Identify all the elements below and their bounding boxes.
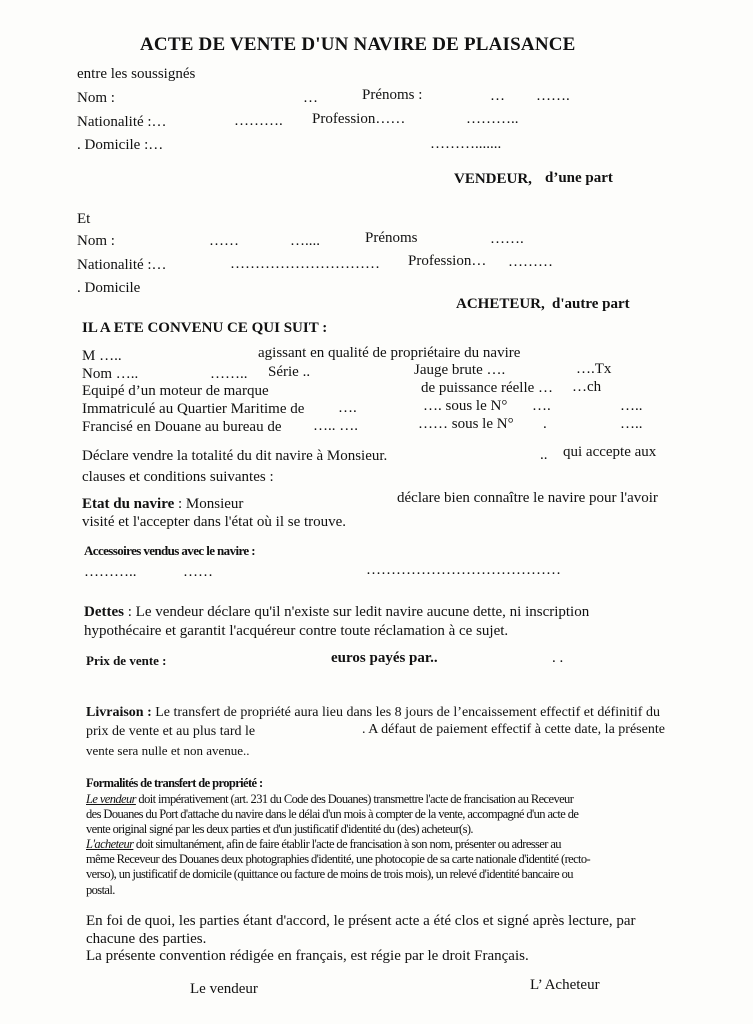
buyer-prenoms-dots: ……. bbox=[490, 231, 524, 247]
formalites-acheteur-text-1: doit simultanément, afin de faire établir l'acte de francisation à son nom, présenter ou adresser au bbox=[135, 837, 561, 851]
buyer-intro: Et bbox=[77, 211, 91, 227]
agreement-vente-accepte: qui accepte aux bbox=[563, 444, 657, 460]
agreement-francise-dots-1: ….. …. bbox=[313, 418, 358, 434]
seller-domicile-label: . Domicile :… bbox=[77, 137, 164, 153]
accessoires-label: Accessoires vendus avec le navire : bbox=[84, 543, 255, 558]
formalites-vendeur-text-2: des Douanes du Port d'attache du navire dans le délai d'un mois à compter de la vente, accompagné d'un acte de bbox=[86, 807, 579, 821]
buyer-profession-dots: ……… bbox=[508, 254, 553, 270]
seller-prenoms-label: Prénoms : bbox=[362, 87, 423, 103]
accessoires-dots-3: ………………………………… bbox=[366, 562, 561, 578]
etat-text-1: : Monsieur bbox=[177, 496, 244, 512]
buyer-nationalite-dots: ………………………… bbox=[230, 256, 380, 272]
buyer-prenoms-label: Prénoms bbox=[365, 230, 418, 246]
buyer-nom-label: Nom : bbox=[77, 233, 115, 249]
agreement-francise-dots-3: ….. bbox=[620, 416, 643, 432]
seller-prenoms-dots-1: … bbox=[490, 88, 505, 104]
closing-text-2: chacune des parties. bbox=[86, 931, 207, 947]
buyer-nationalite-label: Nationalité :… bbox=[77, 257, 167, 273]
dettes-label: Dettes bbox=[84, 604, 124, 620]
buyer-nom-dots-1: …… bbox=[209, 233, 239, 249]
agreement-immat-dots-1: …. bbox=[338, 400, 357, 416]
seller-domicile-dots: ………....... bbox=[430, 136, 502, 152]
prix-dots: . . bbox=[552, 650, 564, 666]
buyer-role: ACHETEUR, bbox=[456, 296, 545, 312]
formalites-vendeur-label: Le vendeur bbox=[86, 792, 136, 806]
agreement-nom-label: Nom ….. bbox=[82, 366, 139, 382]
agreement-immat-sous: …. sous le N° bbox=[423, 398, 508, 414]
formalites-vendeur-line-1 bbox=[86, 792, 573, 807]
closing-text-1: En foi de quoi, les parties étant d'accord, le présent acte a été clos et signé après lecture, par bbox=[86, 913, 636, 929]
prix-label: Prix de vente : bbox=[86, 653, 167, 668]
agreement-jauge-unit: ….Tx bbox=[576, 361, 612, 377]
agreement-m-label: M ….. bbox=[82, 348, 122, 364]
agreement-serie-label: Série .. bbox=[268, 364, 311, 380]
dettes-text-1: : Le vendeur déclare qu'il n'existe sur ledit navire aucune dette, ni inscription bbox=[127, 604, 590, 620]
agreement-francise-sous: …… sous le N° bbox=[418, 416, 514, 432]
agreement-vente-dots: .. bbox=[540, 447, 548, 463]
agreement-immat-dots-2: …. bbox=[532, 398, 551, 414]
agreement-moteur-label: Equipé d’un moteur de marque bbox=[82, 383, 269, 399]
livraison-text-4: vente sera nulle et non avenue.. bbox=[86, 743, 250, 758]
signature-vendeur-label: Le vendeur bbox=[190, 981, 258, 997]
prix-text bbox=[331, 650, 438, 667]
agreement-immat-dots-3: ….. bbox=[620, 398, 643, 414]
buyer-role-suffix: d'autre part bbox=[552, 296, 630, 312]
seller-nom-dots: … bbox=[303, 90, 318, 106]
buyer-domicile-label: . Domicile bbox=[77, 280, 141, 296]
buyer-profession-label: Profession… bbox=[408, 253, 487, 269]
seller-nom-label: Nom : bbox=[77, 90, 115, 106]
formalites-heading: Formalités de transfert de propriété : bbox=[86, 776, 263, 790]
dettes-text-2: hypothécaire et garantit l'acquéreur contre toute réclamation à ce sujet. bbox=[84, 623, 509, 639]
agreement-m-text: agissant en qualité de propriétaire du navire bbox=[258, 345, 521, 361]
agreement-vente-text: Déclare vendre la totalité du dit navire à Monsieur. bbox=[82, 448, 388, 464]
formalites-acheteur-label: L'acheteur bbox=[86, 837, 134, 851]
agreement-heading: IL A ETE CONVENU CE QUI SUIT : bbox=[82, 320, 328, 336]
dettes-line-1 bbox=[84, 604, 589, 621]
formalites-vendeur-text-1: doit impérativement (art. 231 du Code des Douanes) transmettre l'acte de francisation au Receveur bbox=[138, 792, 574, 806]
etat-line-1 bbox=[82, 496, 243, 513]
agreement-immat-label: Immatriculé au Quartier Maritime de bbox=[82, 401, 305, 417]
agreement-jauge-label: Jauge brute …. bbox=[414, 362, 506, 378]
agreement-puissance-unit: …ch bbox=[572, 379, 602, 395]
seller-nationalite-dots: ………. bbox=[234, 113, 283, 129]
seller-profession-dots: ……….. bbox=[466, 111, 519, 127]
accessoires-dots-2: …… bbox=[183, 564, 213, 580]
agreement-francise-label: Francisé en Douane au bureau de bbox=[82, 419, 282, 435]
formalites-acheteur-line-1 bbox=[86, 837, 561, 852]
livraison-label: Livraison : bbox=[86, 705, 152, 720]
livraison-text-1: Le transfert de propriété aura lieu dans les 8 jours de l’encaissement effectif et définitif du bbox=[155, 705, 660, 720]
livraison-text-3: . A défaut de paiement effectif à cette date, la présente bbox=[362, 722, 665, 737]
signature-acheteur-label: L’ Acheteur bbox=[530, 977, 600, 993]
document-title: ACTE DE VENTE D'UN NAVIRE DE PLAISANCE bbox=[140, 34, 576, 55]
formalites-acheteur-text-2: même Receveur des Douanes deux photographies d'identité, une photocopie de sa carte nationale d'identité (recto- bbox=[86, 852, 591, 866]
agreement-puissance-label: de puissance réelle … bbox=[421, 380, 554, 396]
etat-text-3: visité et l'accepter dans l'état où il se trouve. bbox=[82, 514, 347, 530]
seller-prenoms-dots-2: ……. bbox=[536, 88, 570, 104]
accessoires-dots-1: ……….. bbox=[84, 564, 137, 580]
livraison-text-2: prix de vente et au plus tard le bbox=[86, 724, 256, 739]
etat-label: Etat du navire bbox=[82, 496, 175, 512]
agreement-nom-dots: …….. bbox=[210, 366, 248, 382]
agreement-vente-text-2: clauses et conditions suivantes : bbox=[82, 469, 274, 485]
prix-text-value: euros payés par.. bbox=[331, 650, 438, 666]
livraison-line-1 bbox=[86, 705, 660, 720]
seller-nationalite-label: Nationalité :… bbox=[77, 114, 167, 130]
closing-text-3: La présente convention rédigée en français, est régie par le droit Français. bbox=[86, 948, 529, 964]
buyer-nom-dots-2: ….... bbox=[290, 233, 320, 249]
seller-profession-label: Profession…… bbox=[312, 111, 406, 127]
formalites-acheteur-text-3: verso), un justificatif de domicile (quittance ou facture de moins de trois mois), un relevé d'identité bancaire ou bbox=[86, 867, 573, 881]
seller-intro: entre les soussignés bbox=[77, 66, 196, 82]
etat-text-2: déclare bien connaître le navire pour l'avoir bbox=[397, 490, 658, 506]
formalites-acheteur-text-4: postal. bbox=[86, 883, 115, 897]
formalites-vendeur-text-3: vente original signé par les deux parties et d'un justificatif d'identité du (des) acheteur(s). bbox=[86, 822, 473, 836]
seller-role-suffix: d’une part bbox=[545, 170, 613, 186]
seller-role: VENDEUR, bbox=[454, 171, 532, 187]
agreement-francise-dots-2: . bbox=[543, 416, 547, 432]
